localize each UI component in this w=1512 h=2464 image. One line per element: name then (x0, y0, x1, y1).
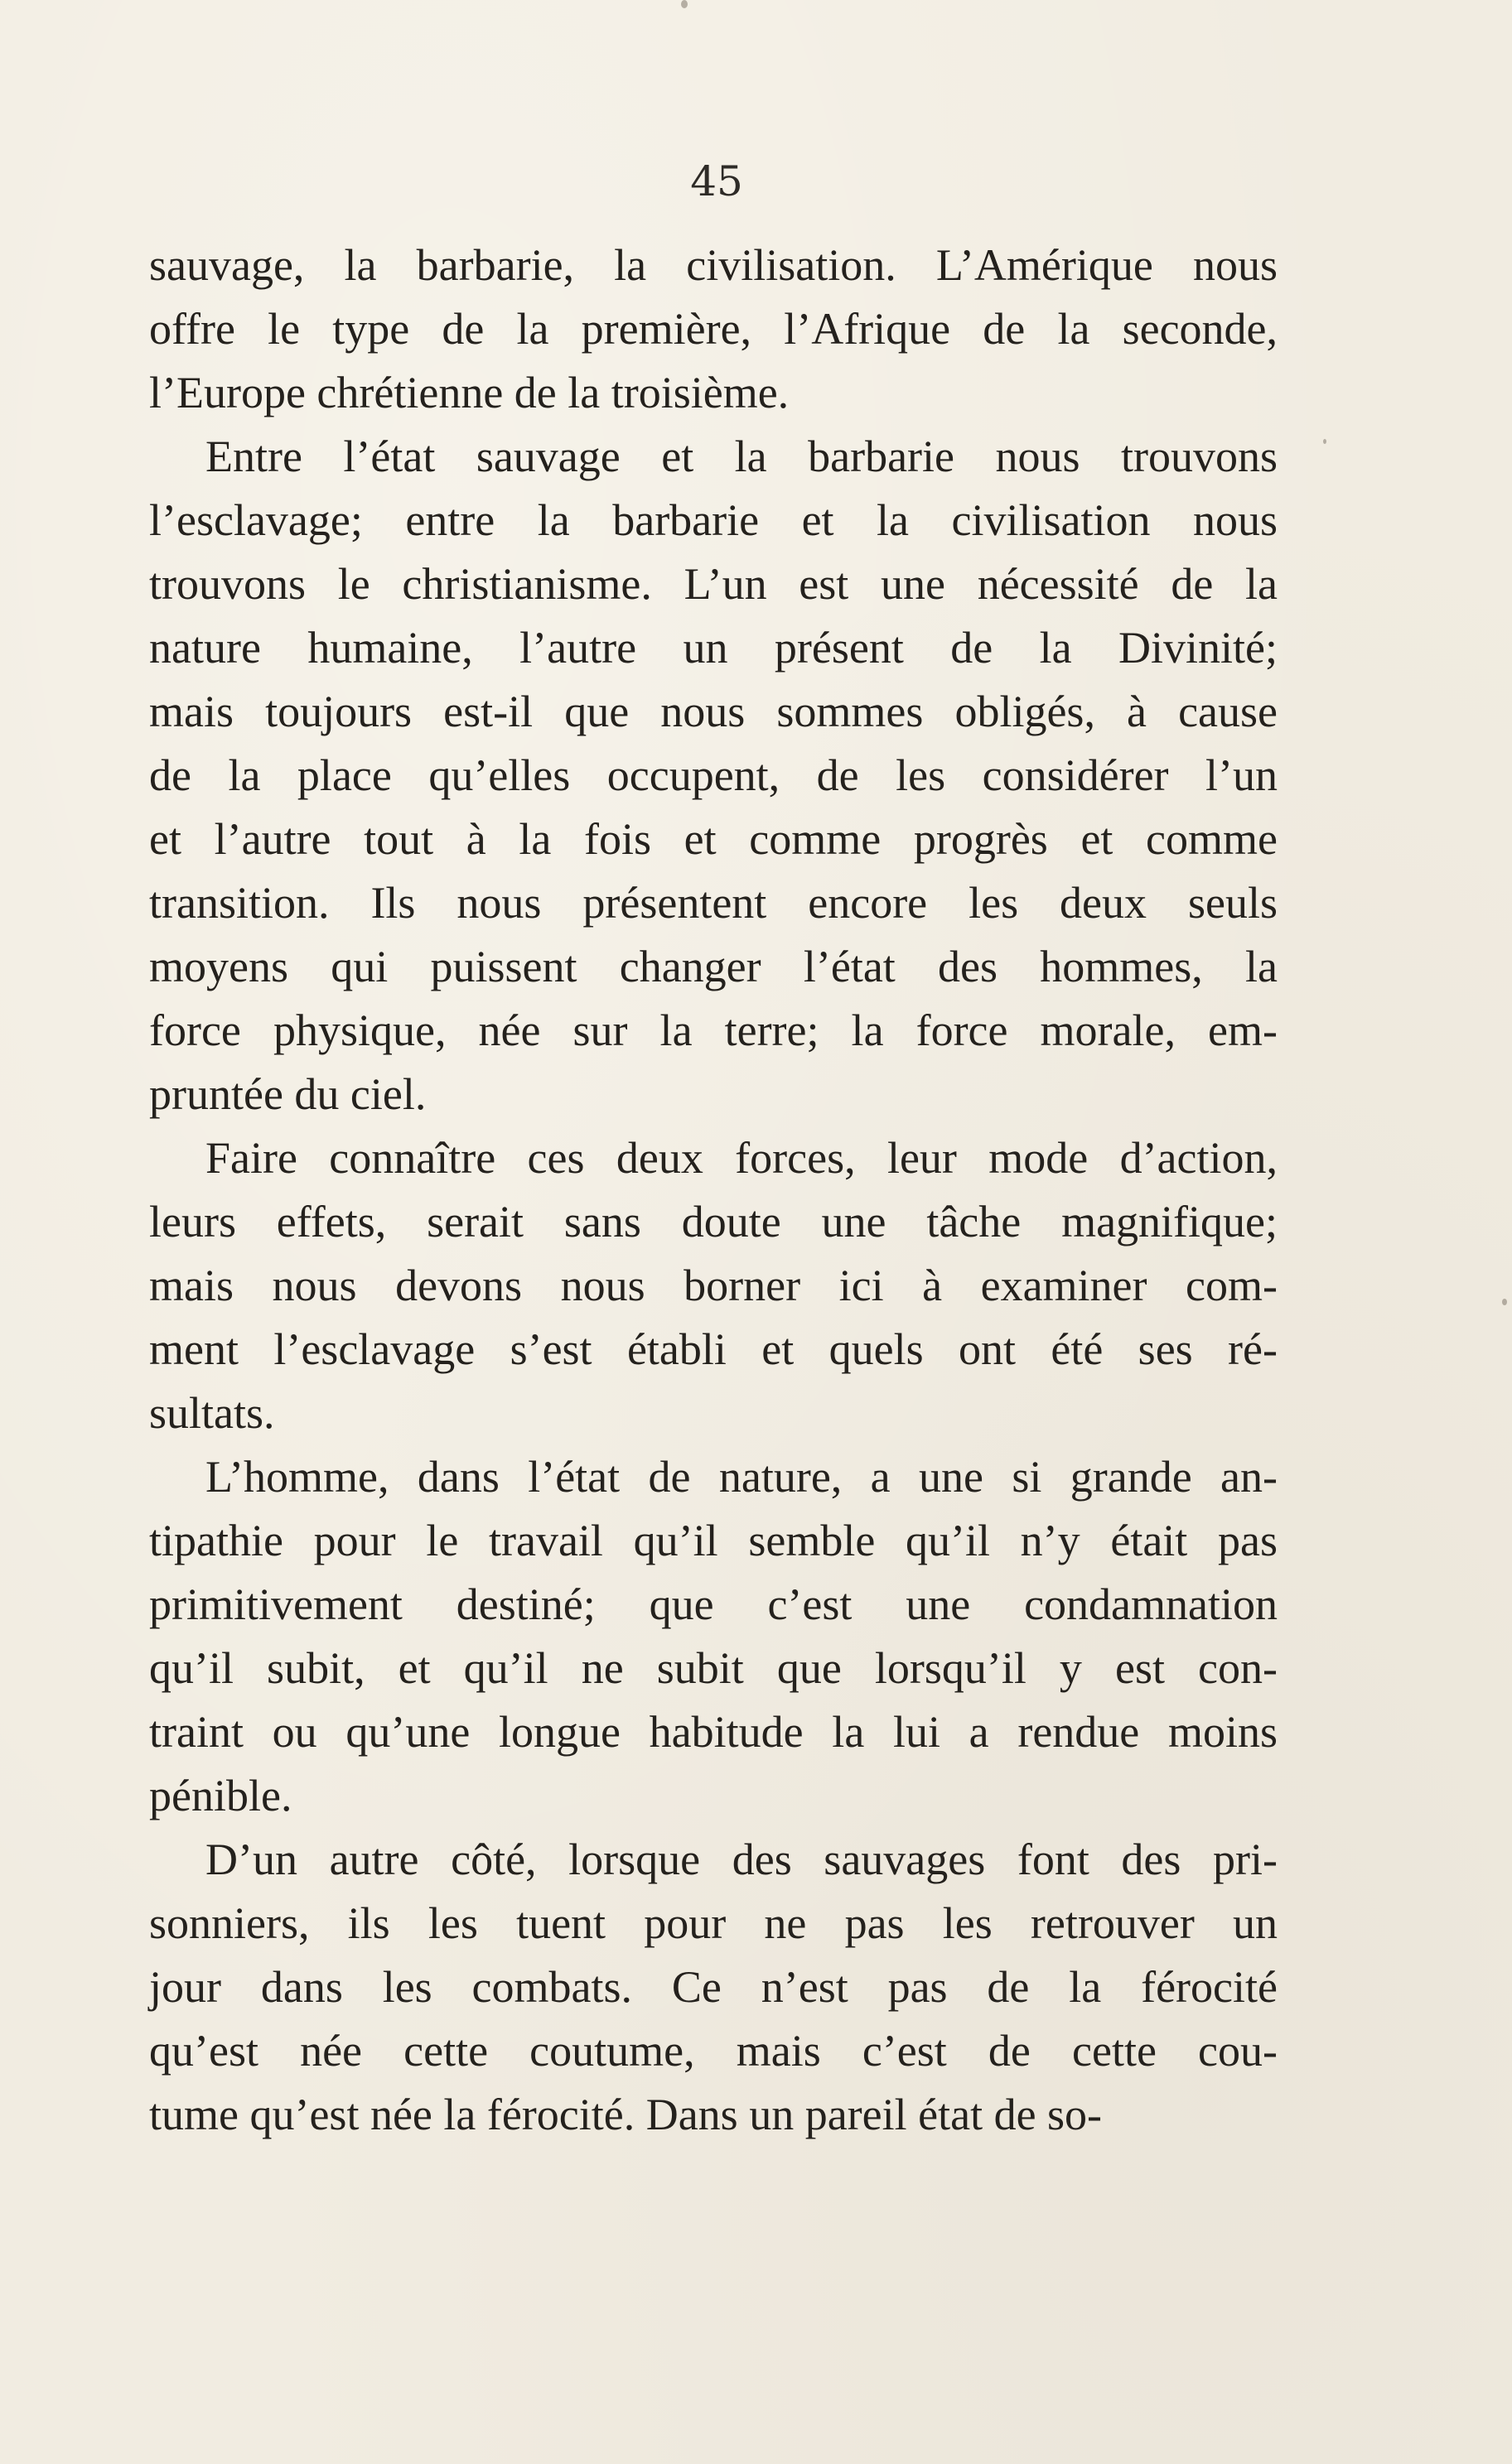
text-line: sonniers, ils les tuent pour ne pas les retrouver un (149, 1898, 1278, 1948)
paper-speck (681, 0, 688, 8)
text-line: l’Europe chrétienne de la troisième. (149, 368, 790, 417)
text-line: l’esclavage; entre la barbarie et la civilisation nous (149, 495, 1278, 545)
text-line: mais toujours est-il que nous sommes obligés, à cause (149, 687, 1278, 736)
text-line: nature humaine, l’autre un présent de la Divinité; (149, 623, 1278, 673)
text-line: tume qu’est née la férocité. Dans un pareil état de so- (149, 2090, 1103, 2139)
text-line: force physique, née sur la terre; la force morale, em- (149, 1005, 1278, 1055)
body-text (149, 234, 1278, 2147)
text-line: D’un autre côté, lorsque des sauvages font des pri- (205, 1835, 1278, 1884)
text-line: qu’est née cette coutume, mais c’est de cette cou- (149, 2026, 1278, 2076)
text-line: trouvons le christianisme. L’un est une nécessité de la (149, 559, 1278, 609)
text-line: sauvage, la barbarie, la civilisation. L’Amérique nous (149, 240, 1278, 290)
text-line: sultats. (149, 1388, 275, 1438)
text-line: moyens qui puissent changer l’état des hommes, la (149, 942, 1278, 991)
text-line: ment l’esclavage s’est établi et quels ont été ses ré- (149, 1324, 1278, 1374)
text-line: offre le type de la première, l’Afrique de la seconde, (149, 304, 1278, 354)
text-line: traint ou qu’une longue habitude la lui a rendue moins (149, 1707, 1278, 1757)
text-line: primitivement destiné; que c’est une condamnation (149, 1579, 1278, 1629)
text-line: Faire connaître ces deux forces, leur mode d’action, (205, 1133, 1278, 1183)
text-line: transition. Ils nous présentent encore les deux seuls (149, 878, 1278, 928)
text-line: Entre l’état sauvage et la barbarie nous trouvons (205, 432, 1278, 481)
page-number: 45 (690, 157, 743, 205)
paper-speck (1323, 439, 1326, 444)
text-line: jour dans les combats. Ce n’est pas de la férocité (149, 1962, 1278, 2012)
text-line: tipathie pour le travail qu’il semble qu’il n’y était pas (149, 1516, 1278, 1565)
text-line: de la place qu’elles occupent, de les considérer l’un (149, 750, 1278, 800)
text-line: leurs effets, serait sans doute une tâche magnifique; (149, 1197, 1278, 1246)
text-line: L’homme, dans l’état de nature, a une si grande an- (205, 1452, 1278, 1502)
text-line: mais nous devons nous borner ici à examiner com- (149, 1261, 1278, 1310)
paper-speck (1502, 1299, 1507, 1305)
text-line: pruntée du ciel. (149, 1069, 427, 1119)
text-line: qu’il subit, et qu’il ne subit que lorsqu’il y est con- (149, 1643, 1278, 1693)
text-line: pénible. (149, 1771, 292, 1820)
text-line: et l’autre tout à la fois et comme progrès et comme (149, 814, 1278, 864)
